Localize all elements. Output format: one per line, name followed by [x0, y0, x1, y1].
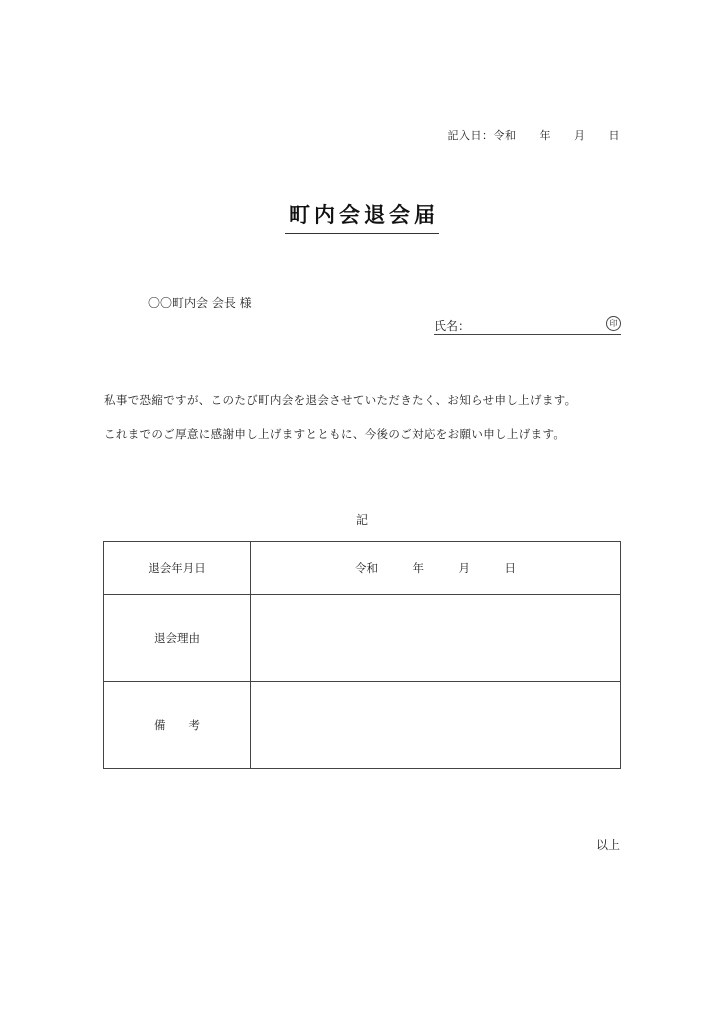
withdrawal-reason-field[interactable]: [251, 595, 621, 682]
entry-date: 記入日：令和 年 月 日: [447, 129, 620, 142]
document-title: 町内会退会届: [285, 199, 439, 234]
seal-icon: 印: [606, 316, 621, 331]
body-paragraph-1: 私事で恐縮ですが、このたび町内会を退会させていただきたく、お知らせ申し上げます。: [104, 393, 577, 407]
withdrawal-date-field[interactable]: 令和 年 月 日: [251, 542, 621, 595]
signature-label: 氏名：: [434, 319, 471, 333]
signature-field[interactable]: [434, 316, 621, 335]
table-row: [104, 682, 621, 769]
ki-heading: 記: [355, 513, 368, 527]
notes-field[interactable]: [251, 682, 621, 769]
table-row: [104, 595, 621, 682]
closing-text: 以上: [595, 838, 620, 852]
withdrawal-reason-label: 退会理由: [104, 595, 251, 682]
body-paragraph-2: これまでのご厚意に感謝申し上げますとともに、今後のご対応をお願い申し上げます。: [104, 427, 566, 441]
table-row: [104, 542, 621, 595]
addressee: 〇〇町内会 会長 様: [148, 296, 252, 310]
withdrawal-date-label: 退会年月日: [104, 542, 251, 595]
document-title-wrapper: [0, 199, 724, 234]
withdrawal-form-table: [103, 541, 621, 769]
notes-label: 備 考: [104, 682, 251, 769]
